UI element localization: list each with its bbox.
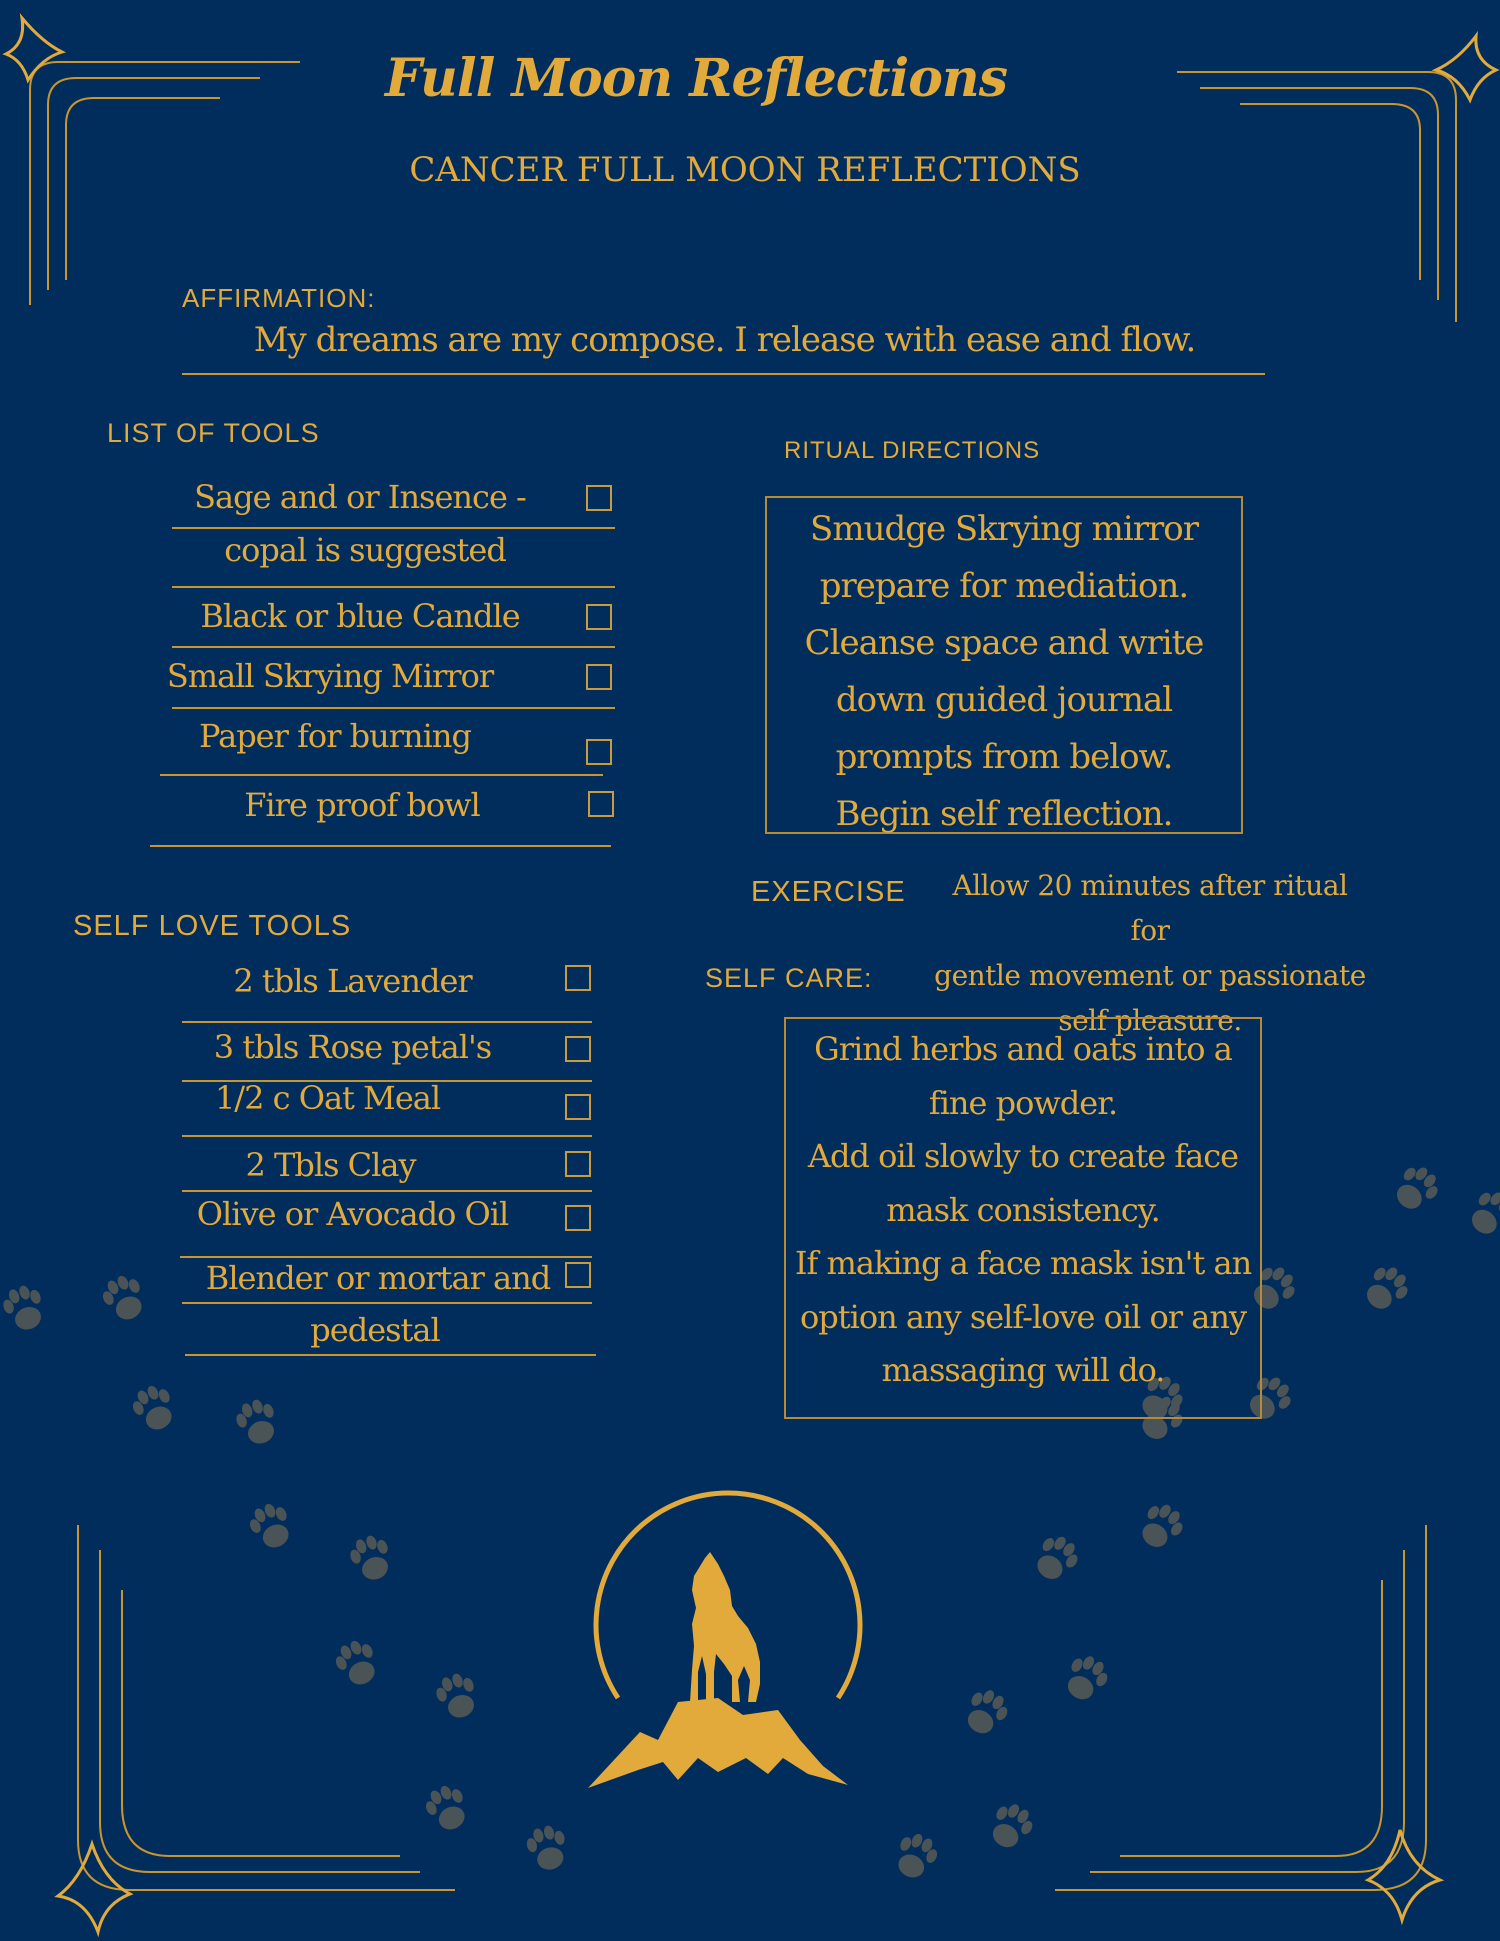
tool-checkbox[interactable] [588, 791, 614, 817]
tool-item: Small Skrying Mirror [166, 657, 494, 695]
exercise-line: self pleasure. [1058, 1004, 1242, 1037]
tool-checkbox[interactable] [586, 739, 612, 765]
self-care-line: option any self-love oil or any [799, 1297, 1247, 1336]
self-love-checkbox[interactable] [565, 1151, 591, 1177]
list-divider [172, 586, 615, 588]
ritual-line: Cleanse space and write [804, 623, 1204, 663]
ritual-box [765, 496, 1243, 834]
list-divider [172, 707, 615, 709]
page-title: Full Moon Reflections [385, 48, 1007, 109]
list-divider [185, 1354, 596, 1356]
tool-checkbox[interactable] [586, 664, 612, 690]
tool-checkbox[interactable] [586, 604, 612, 630]
self-care-label: SELF CARE: [705, 963, 873, 993]
self-care-line: Add oil slowly to create face [807, 1137, 1239, 1175]
tool-item: Paper for burning [199, 717, 471, 755]
affirmation-label: AFFIRMATION: [182, 283, 376, 313]
exercise-text [930, 863, 1370, 1043]
tool-checkbox[interactable] [586, 485, 612, 511]
self-care-line: massaging will do. [881, 1351, 1165, 1389]
self-love-checkbox[interactable] [565, 965, 591, 991]
ritual-line: prompts from below. [835, 737, 1173, 777]
exercise-line: Allow 20 minutes after ritual for [952, 869, 1348, 947]
affirmation-text: My dreams are my compose. I release with ease and flow. [253, 320, 1196, 360]
self-love-item-line1: Blender or mortar and [205, 1259, 551, 1297]
self-love-item-line2: pedestal [310, 1311, 440, 1349]
tool-item-line1: Sage and or Insence - [194, 478, 526, 516]
self-care-box [784, 1017, 1262, 1419]
howling-wolf-moon-icon [568, 1440, 888, 1800]
ritual-text [767, 501, 1241, 843]
self-love-checkbox[interactable] [565, 1205, 591, 1231]
list-divider [150, 845, 611, 847]
self-love-item: 3 tbls Rose petal's [213, 1028, 492, 1066]
list-divider [180, 1256, 592, 1258]
exercise-label: EXERCISE [751, 876, 906, 908]
tool-item-line2: copal is suggested [224, 531, 506, 569]
self-care-line: mask consistency. [886, 1190, 1160, 1229]
tool-item: Black or blue Candle [200, 597, 520, 635]
list-divider [172, 646, 615, 648]
self-love-item: 2 tbls Lavender [233, 962, 472, 1000]
list-divider [182, 1135, 592, 1137]
list-divider [182, 1021, 592, 1023]
self-love-checkbox[interactable] [565, 1036, 591, 1062]
list-divider [182, 1302, 592, 1304]
list-divider [160, 774, 603, 776]
list-divider [182, 1190, 592, 1192]
affirmation-underline [182, 373, 1265, 375]
self-care-text [786, 1023, 1260, 1398]
page-subtitle: CANCER FULL MOON REFLECTIONS [409, 150, 1081, 190]
ritual-label: RITUAL DIRECTIONS [784, 437, 1041, 464]
self-love-label: SELF LOVE TOOLS [73, 910, 352, 942]
self-love-item: 2 Tbls Clay [245, 1146, 416, 1184]
self-care-line: fine powder. [928, 1083, 1118, 1122]
tools-label: LIST OF TOOLS [107, 418, 320, 448]
self-care-line: Grind herbs and oats into a [814, 1030, 1232, 1068]
ritual-line: Smudge Skrying mirror [810, 509, 1198, 549]
self-love-item: Olive or Avocado Oil [196, 1195, 509, 1233]
ritual-line: prepare for mediation. [819, 566, 1189, 606]
self-care-line: If making a face mask isn't an [794, 1244, 1252, 1282]
self-love-item: 1/2 c Oat Meal [214, 1079, 441, 1117]
ritual-line: Begin self reflection. [835, 794, 1173, 834]
tool-item: Fire proof bowl [244, 786, 480, 824]
ritual-line: down guided journal [835, 680, 1173, 720]
self-love-checkbox[interactable] [565, 1262, 591, 1288]
exercise-line: gentle movement or passionate [934, 959, 1366, 992]
self-love-checkbox[interactable] [565, 1094, 591, 1120]
list-divider [172, 527, 615, 529]
